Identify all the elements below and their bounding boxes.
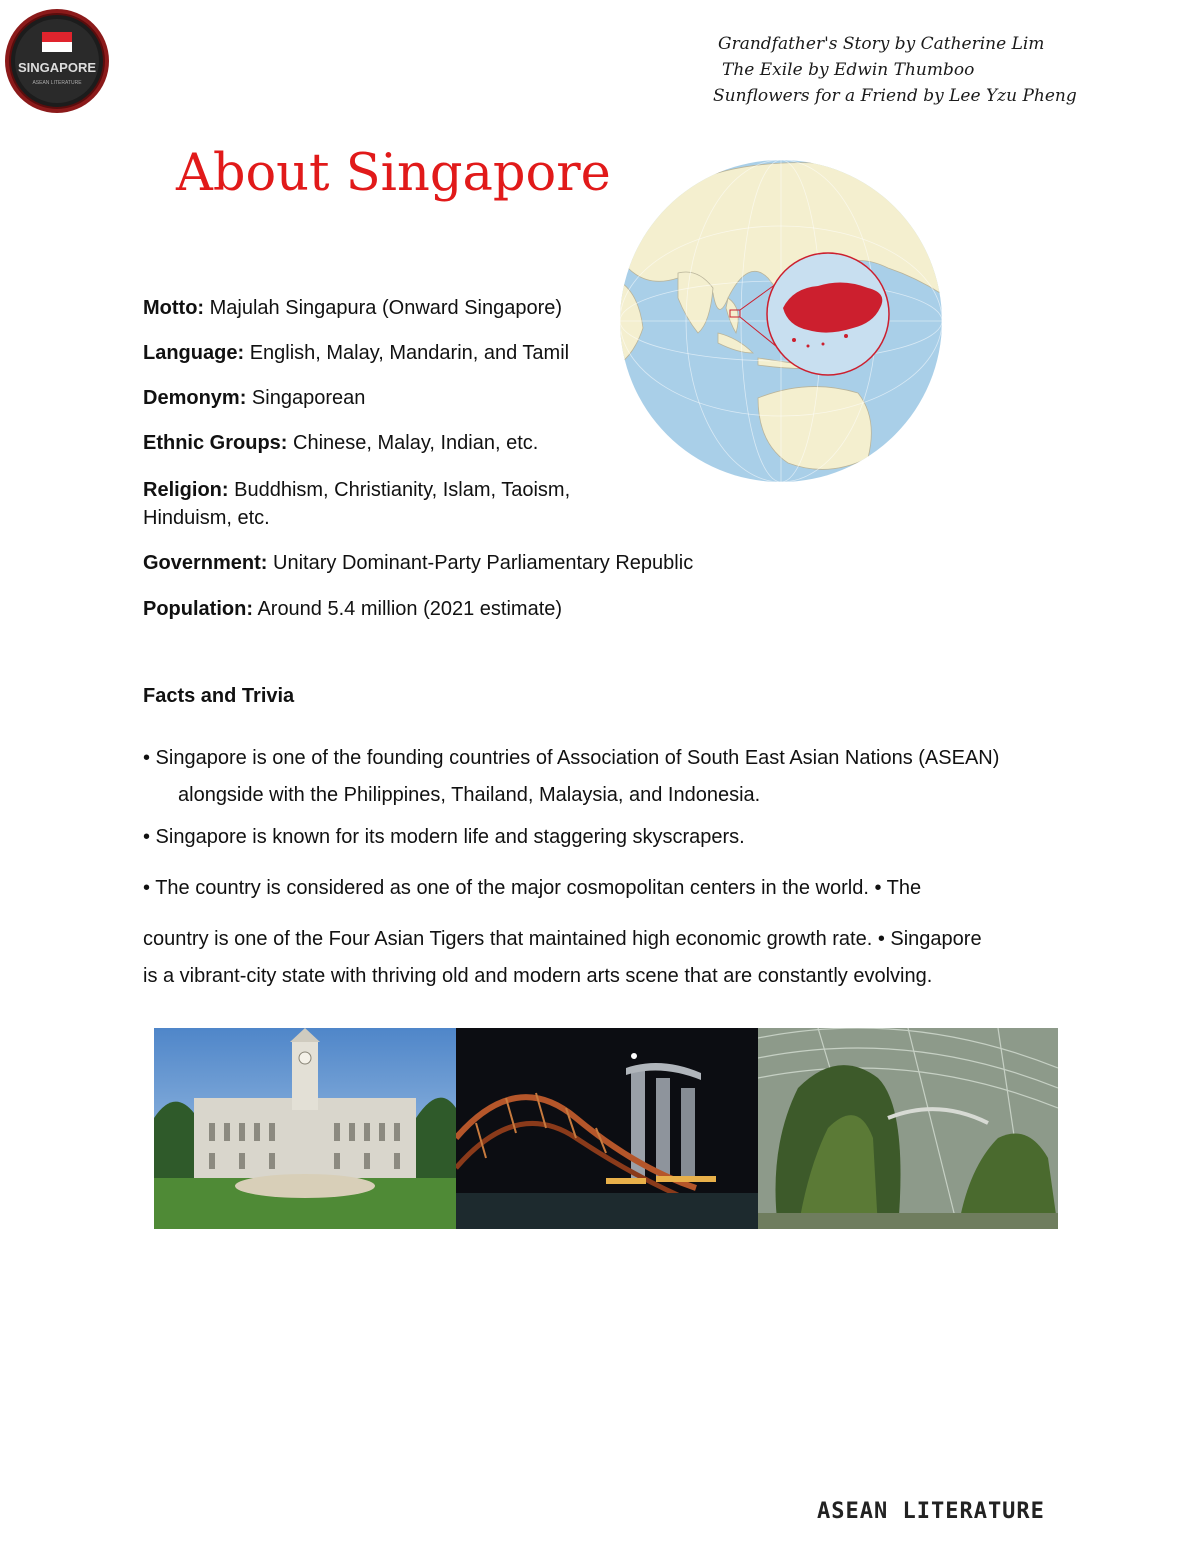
trivia-line: • Singapore is one of the founding countries of Association of South East Asian Nations (ASEAN) bbox=[143, 747, 1000, 769]
fact-value: Buddhism, Christianity, Islam, Taoism, Hinduism, etc. bbox=[143, 479, 571, 529]
fact-motto bbox=[143, 294, 763, 322]
fact-religion bbox=[143, 476, 613, 532]
page-title: About Singapore bbox=[176, 144, 611, 203]
fact-label: Government: bbox=[143, 552, 268, 574]
fact-ethnic-groups bbox=[143, 429, 763, 457]
fact-value: Around 5.4 million (2021 estimate) bbox=[257, 598, 563, 620]
badge-title: SINGAPORE bbox=[17, 60, 97, 75]
fact-population bbox=[143, 595, 763, 623]
fact-label: Religion: bbox=[143, 479, 229, 501]
fact-value: Chinese, Malay, Indian, etc. bbox=[293, 432, 539, 454]
footer-brand: ASEAN LITERATURE bbox=[817, 1499, 1045, 1524]
fact-label: Population: bbox=[143, 598, 253, 620]
fact-label: Motto: bbox=[143, 297, 205, 319]
fact-label: Language: bbox=[143, 342, 245, 364]
singapore-badge-logo bbox=[4, 8, 110, 114]
fact-value: English, Malay, Mandarin, and Tamil bbox=[249, 342, 570, 364]
trivia-line: country is one of the Four Asian Tigers that maintained high economic growth rate. • Singapore bbox=[143, 928, 982, 950]
fact-value: Unitary Dominant-Party Parliamentary Republic bbox=[273, 552, 694, 574]
fact-language bbox=[143, 339, 763, 367]
fact-value: Majulah Singapura (Onward Singapore) bbox=[209, 297, 563, 319]
fact-government bbox=[143, 549, 783, 577]
fact-label: Ethnic Groups: bbox=[143, 432, 288, 454]
flag-white-icon bbox=[42, 42, 72, 52]
badge-subtitle: ASEAN LITERATURE bbox=[32, 80, 82, 86]
trivia-line: • Singapore is known for its modern life and staggering skyscrapers. bbox=[143, 826, 745, 848]
fact-value: Singaporean bbox=[251, 387, 366, 409]
victoria-theatre-photo bbox=[154, 1028, 456, 1229]
flag-red-icon bbox=[42, 32, 72, 42]
story-title-3: Sunflowers for a Friend by Lee Yzu Pheng bbox=[713, 86, 1077, 106]
fact-demonym bbox=[143, 384, 763, 412]
story-title-1: Grandfather's Story by Catherine Lim bbox=[718, 34, 1045, 54]
trivia-line: • The country is considered as one of the major cosmopolitan centers in the world. • The bbox=[143, 877, 922, 899]
photo-strip bbox=[154, 1028, 1058, 1229]
gardens-by-the-bay-cloud-forest-photo bbox=[758, 1028, 1058, 1229]
marina-bay-helix-bridge-photo bbox=[456, 1028, 758, 1229]
story-title-2: The Exile by Edwin Thumboo bbox=[722, 60, 975, 80]
trivia-heading: Facts and Trivia bbox=[143, 685, 295, 707]
trivia-line: alongside with the Philippines, Thailand, Malaysia, and Indonesia. bbox=[178, 784, 761, 806]
trivia-line: is a vibrant-city state with thriving old and modern arts scene that are constantly evolving. bbox=[143, 965, 933, 987]
fact-label: Demonym: bbox=[143, 387, 247, 409]
